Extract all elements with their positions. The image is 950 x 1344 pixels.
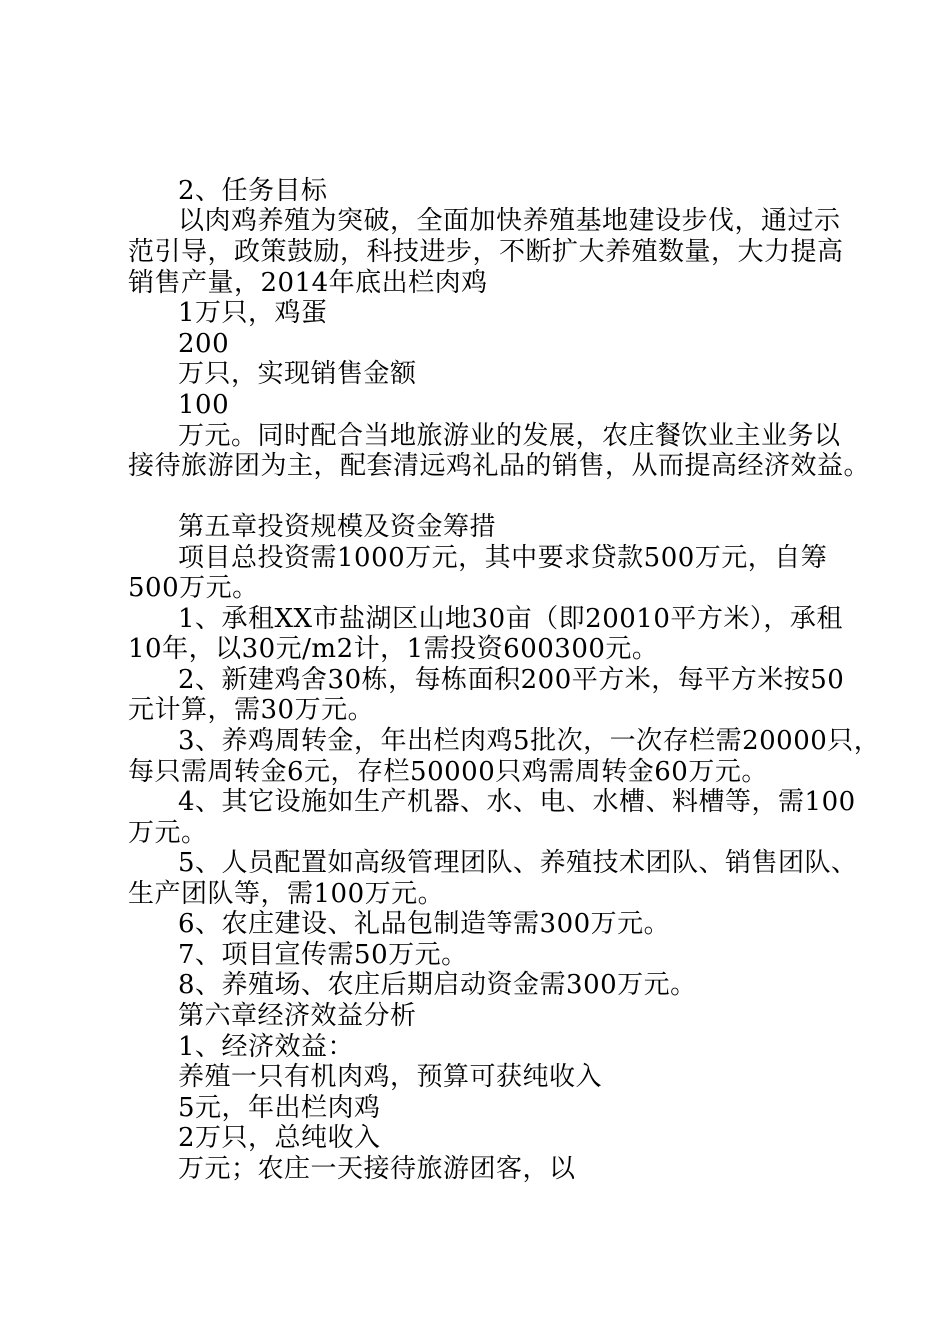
text-line: 万元；农庄一天接待旅游团客，以 <box>178 1154 576 1184</box>
text-line: 4、其它设施如生产机器、水、电、水槽、料槽等，需100 <box>178 787 856 817</box>
text-line: 10年，以30元/m2计，1需投资600300元。 <box>128 634 659 664</box>
text-line: 8、养殖场、农庄后期启动资金需300万元。 <box>178 970 697 1000</box>
text-line: 万元。 <box>128 818 208 848</box>
text-line: 2、任务目标 <box>178 176 328 206</box>
text-line: 范引导，政策鼓励，科技进步，不断扩大养殖数量，大力提高 <box>128 237 844 267</box>
text-line: 1、承租XX市盐湖区山地30亩（即20010平方米），承租 <box>178 604 843 634</box>
text-line: 万元。同时配合当地旅游业的发展，农庄餐饮业主业务以 <box>178 421 841 451</box>
text-line: 1万只，鸡蛋 <box>178 298 328 328</box>
text-line: 接待旅游团为主，配套清远鸡礼品的销售，从而提高经济效益。 <box>128 451 871 481</box>
text-line: 2万只，总纯收入 <box>178 1123 381 1153</box>
text-line: 以肉鸡养殖为突破，全面加快养殖基地建设步伐，通过示 <box>178 206 841 236</box>
text-line: 销售产量，2014年底出栏肉鸡 <box>128 268 488 298</box>
text-line: 100 <box>178 390 230 420</box>
text-line: 生产团队等，需100万元。 <box>128 879 445 909</box>
text-line: 500万元。 <box>128 573 259 603</box>
text-line: 5、人员配置如高级管理团队、养殖技术团队、销售团队、 <box>178 848 858 878</box>
text-line: 万只，实现销售金额 <box>178 359 417 389</box>
text-line: 5元，年出栏肉鸡 <box>178 1093 381 1123</box>
text-line: 2、新建鸡舍30栋，每栋面积200平方米，每平方米按50 <box>178 665 845 695</box>
text-line: 7、项目宣传需50万元。 <box>178 940 468 970</box>
text-line: 养殖一只有机肉鸡，预算可获纯收入 <box>178 1062 603 1092</box>
text-line: 200 <box>178 329 230 359</box>
text-line: 项目总投资需1000万元，其中要求贷款500万元，自筹 <box>178 543 828 573</box>
text-line: 元计算，需30万元。 <box>128 695 375 725</box>
text-line: 3、养鸡周转金，年出栏肉鸡5批次，一次存栏需20000只， <box>178 726 881 756</box>
text-line: 6、农庄建设、礼品包制造等需300万元。 <box>178 909 671 939</box>
text-line: 1、经济效益： <box>178 1032 355 1062</box>
text-line: 每只需周转金6元，存栏50000只鸡需周转金60万元。 <box>128 757 768 787</box>
chapter-heading: 第六章经济效益分析 <box>178 1001 417 1031</box>
chapter-heading: 第五章投资规模及资金筹措 <box>178 512 497 542</box>
